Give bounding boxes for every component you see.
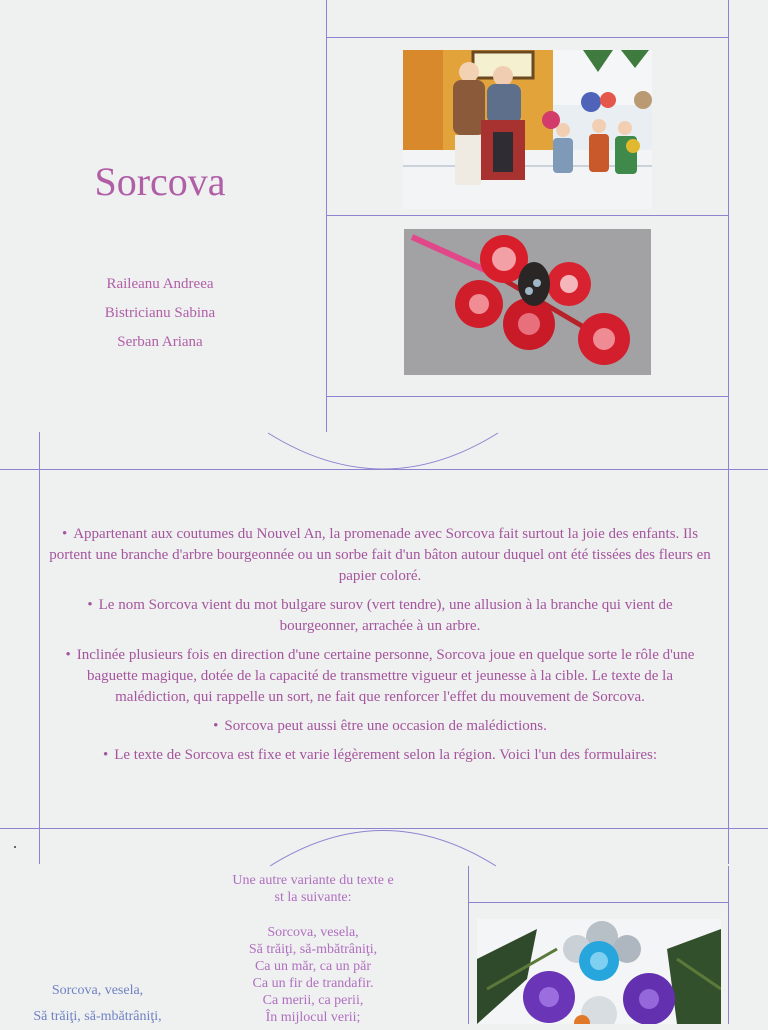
poem-line: În mijlocul verii; bbox=[265, 1010, 361, 1025]
author-name: Serban Ariana bbox=[117, 334, 203, 350]
variant-intro-line: Une autre variante du texte e bbox=[232, 873, 394, 888]
left-poem bbox=[0, 978, 195, 1030]
page-title: Sorcova bbox=[94, 159, 226, 204]
poem-line: Ca un măr, ca un păr bbox=[254, 959, 372, 974]
variant-intro bbox=[220, 872, 406, 906]
sorcova-tree-photo bbox=[477, 919, 721, 1024]
bullet-text: Le nom Sorcova vient du mot bulgare surov (vert tendre), une allusion à la branche qui vient de bourgeonner, arrachée à un arbre. bbox=[98, 597, 673, 634]
poem-line: Sorcova, vesela, bbox=[51, 983, 144, 998]
poem-line: Sorcova, vesela, bbox=[267, 925, 359, 940]
bullet-text: Sorcova peut aussi être une occasion de malédictions. bbox=[224, 718, 547, 734]
list-item: • Inclinée plusieurs fois en direction d'une certaine personne, Sorcova joue en quelque sorte le rôle d'une baguette magique, dotée de la capacité de transmettre vigueur et jeunesse à la cible. Le texte de la malédiction, qui rappelle un sort, ne fait que renforcer l'effet du mouvement de Sorcova. bbox=[65, 647, 695, 705]
poem-line: Ca merii, ca perii, bbox=[262, 993, 364, 1008]
bullet-text: Inclinée plusieurs fois en direction d'une certaine personne, Sorcova joue en quelque sorte le rôle d'une baguette magique, dotée de la capacité de transmettre vigueur et jeunesse à la cible. Le texte de la malédiction, qui rappelle un sort, ne fait que renforcer l'effet du mouvement de Sorcova. bbox=[76, 647, 695, 705]
author-list bbox=[40, 270, 280, 357]
stray-dot bbox=[14, 846, 16, 848]
poem-line: Ca un fir de trandafir. bbox=[252, 976, 374, 991]
poem-line: Să trăiţi, să-mbătrâniţi, bbox=[33, 1009, 162, 1024]
carolers-illustration bbox=[403, 50, 652, 209]
variant-poem bbox=[220, 872, 406, 1026]
author-name: Raileanu Andreea bbox=[106, 276, 214, 292]
sorcova-branch-photo bbox=[404, 229, 651, 375]
bullet-list bbox=[48, 524, 712, 774]
bullet-text: Appartenant aux coutumes du Nouvel An, la promenade avec Sorcova fait surtout la joie des enfants. Ils portent une branche d'arbre bourgeonnée ou un sorbe fait d'un bâton autour duquel ont été tissées des fleurs en papier coloré. bbox=[49, 526, 711, 584]
author-name: Bistricianu Sabina bbox=[104, 305, 216, 321]
list-item: • Appartenant aux coutumes du Nouvel An, la promenade avec Sorcova fait surtout la joie des enfants. Ils portent une branche d'arbre bourgeonnée ou un sorbe fait d'un bâton autour duquel ont été tissées des fleurs en papier coloré. bbox=[49, 526, 711, 584]
list-item: • Sorcova peut aussi être une occasion de malédictions. bbox=[213, 718, 547, 734]
list-item: • Le texte de Sorcova est fixe et varie légèrement selon la région. Voici l'un des formulaires: bbox=[102, 747, 658, 763]
poem-line: Să trăiţi, să-mbătrâniţi, bbox=[248, 942, 378, 957]
list-item: • Le nom Sorcova vient du mot bulgare surov (vert tendre), une allusion à la branche qui vient de bourgeonner, arrachée à un arbre. bbox=[87, 597, 673, 634]
variant-intro-line: st la suivante: bbox=[274, 890, 352, 905]
bullet-text: Le texte de Sorcova est fixe et varie légèrement selon la région. Voici l'un des formulaires: bbox=[114, 747, 658, 763]
